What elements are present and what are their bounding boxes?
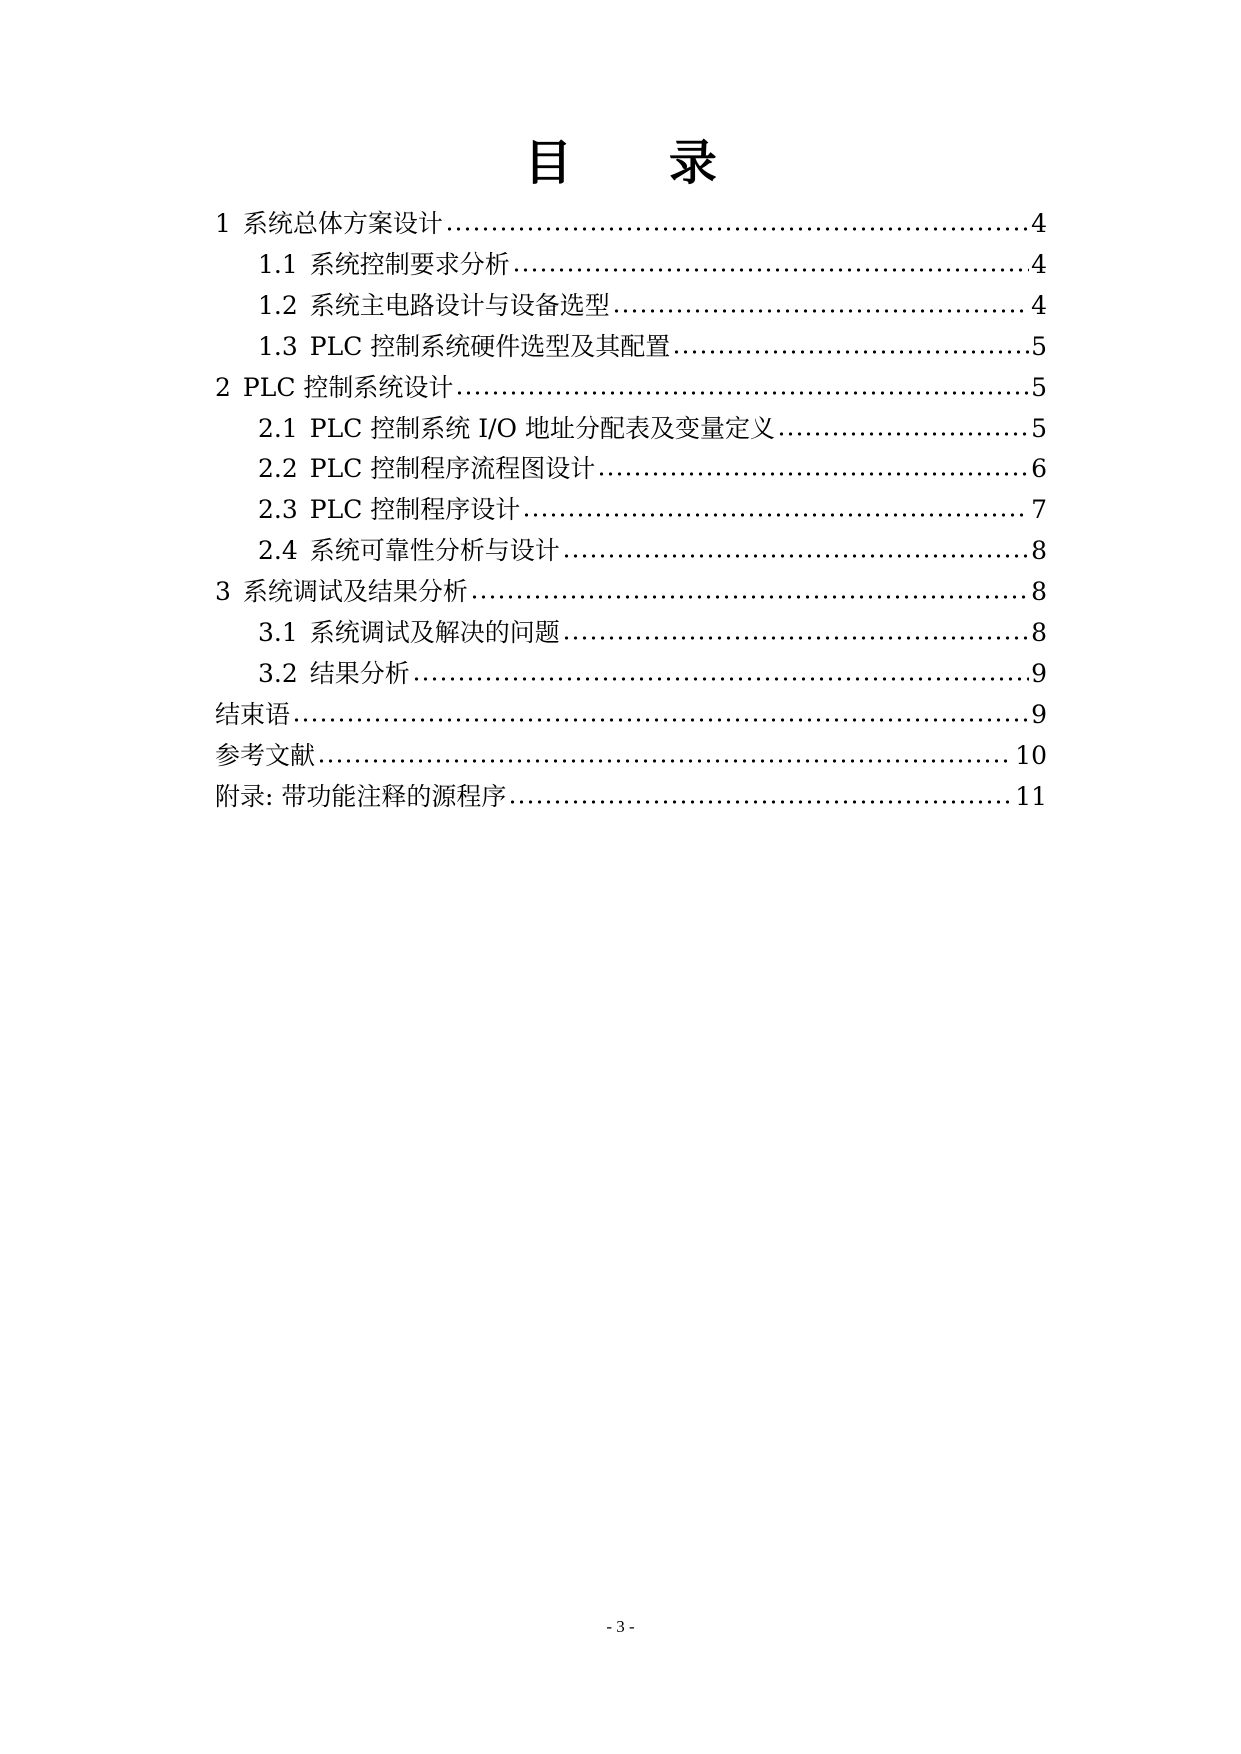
- toc-entry-label: 系统主电路设计与设备选型: [309, 290, 610, 320]
- toc-entry-number: 2.2: [258, 454, 298, 484]
- toc-dot-leader: [562, 635, 1029, 641]
- toc-entry-page: 9: [1031, 699, 1047, 729]
- toc-entry[interactable]: [215, 773, 1047, 813]
- toc-dot-leader: [412, 676, 1029, 682]
- toc-entry-label: PLC 控制系统 I/O 地址分配表及变量定义: [309, 413, 775, 443]
- toc-dot-leader: [612, 308, 1029, 314]
- toc-entry[interactable]: [258, 241, 1047, 281]
- toc-entry-number: 2: [215, 372, 231, 402]
- toc-entry-page: 4: [1031, 209, 1047, 238]
- toc-entry-number: 1.2: [258, 290, 298, 320]
- toc-dot-leader: [512, 267, 1029, 273]
- toc-entry-number: 3.2: [258, 658, 298, 688]
- toc-dot-leader: [455, 390, 1029, 396]
- toc-entry-page: 7: [1031, 495, 1047, 525]
- toc-entry-label: PLC 控制系统硬件选型及其配置: [309, 331, 671, 361]
- toc-entry-label: 参考文献: [215, 740, 316, 770]
- toc-entry-number: 3: [215, 577, 231, 607]
- toc-entry[interactable]: [215, 568, 1047, 608]
- toc-entry-page: 8: [1031, 536, 1047, 566]
- toc-entry-page: 11: [1015, 781, 1047, 811]
- toc-entry-number: 1.3: [258, 331, 298, 361]
- toc-entry-label: 系统调试及结果分析: [242, 577, 468, 607]
- toc-entry-label: 系统总体方案设计: [242, 209, 443, 238]
- toc-entry-page: 8: [1031, 618, 1047, 647]
- toc-entry-label: PLC 控制程序设计: [309, 495, 521, 525]
- toc-entry-label: 系统调试及解决的问题: [309, 618, 560, 647]
- toc-entry[interactable]: [258, 282, 1047, 322]
- toc-entry-number: 3.1: [258, 618, 298, 647]
- toc-entry-number: 1.1: [258, 249, 298, 279]
- toc-entry-label: PLC 控制系统设计: [242, 372, 454, 402]
- toc-dot-leader: [445, 226, 1029, 232]
- toc-entry-page: 5: [1031, 413, 1047, 443]
- toc-entry[interactable]: [215, 732, 1047, 772]
- toc-dot-leader: [672, 349, 1029, 355]
- toc-entry-number: 2.4: [258, 536, 298, 566]
- toc-entry-page: 5: [1031, 331, 1047, 361]
- toc-entry[interactable]: [258, 527, 1047, 567]
- toc-entry[interactable]: [258, 486, 1047, 526]
- toc-dot-leader: [777, 431, 1029, 437]
- toc-dot-leader: [522, 512, 1029, 518]
- toc-dot-leader: [597, 471, 1029, 477]
- toc-dot-leader: [317, 758, 1013, 764]
- toc-dot-leader: [562, 553, 1029, 559]
- toc-entry[interactable]: [215, 200, 1047, 240]
- toc-entry-label: 结束语: [215, 699, 291, 729]
- toc-entry[interactable]: [258, 405, 1047, 445]
- toc-dot-leader: [470, 594, 1029, 600]
- page-number: - 3 -: [606, 1617, 635, 1636]
- toc-entry-number: 2.1: [258, 413, 298, 443]
- toc-dot-leader: [508, 799, 1013, 805]
- toc-entry[interactable]: [215, 691, 1047, 731]
- toc-entry-page: 10: [1015, 740, 1047, 770]
- toc-dot-leader: [292, 717, 1029, 723]
- toc-title: 目 录: [524, 135, 757, 191]
- toc-entry[interactable]: [258, 650, 1047, 690]
- toc-entry[interactable]: [258, 609, 1047, 649]
- toc-entry-page: 6: [1031, 454, 1047, 484]
- toc-entry-number: 2.3: [258, 495, 298, 525]
- toc-entry-label: 系统可靠性分析与设计: [309, 536, 560, 566]
- toc-entry-page: 9: [1031, 658, 1047, 688]
- toc-entry-page: 4: [1031, 290, 1047, 320]
- toc-entry-number: 1: [215, 209, 231, 238]
- toc-entry-page: 4: [1031, 249, 1047, 279]
- toc-entry-page: 8: [1031, 577, 1047, 607]
- toc-entry-label: 系统控制要求分析: [309, 249, 510, 279]
- toc-entry-page: 5: [1031, 372, 1047, 402]
- toc-entry-label: 附录: 带功能注释的源程序: [215, 781, 507, 811]
- toc-entry[interactable]: [215, 364, 1047, 404]
- toc-entry[interactable]: [258, 323, 1047, 363]
- toc-entry-label: PLC 控制程序流程图设计: [309, 454, 596, 484]
- toc-entry[interactable]: [258, 445, 1047, 485]
- toc-entry-label: 结果分析: [309, 658, 410, 688]
